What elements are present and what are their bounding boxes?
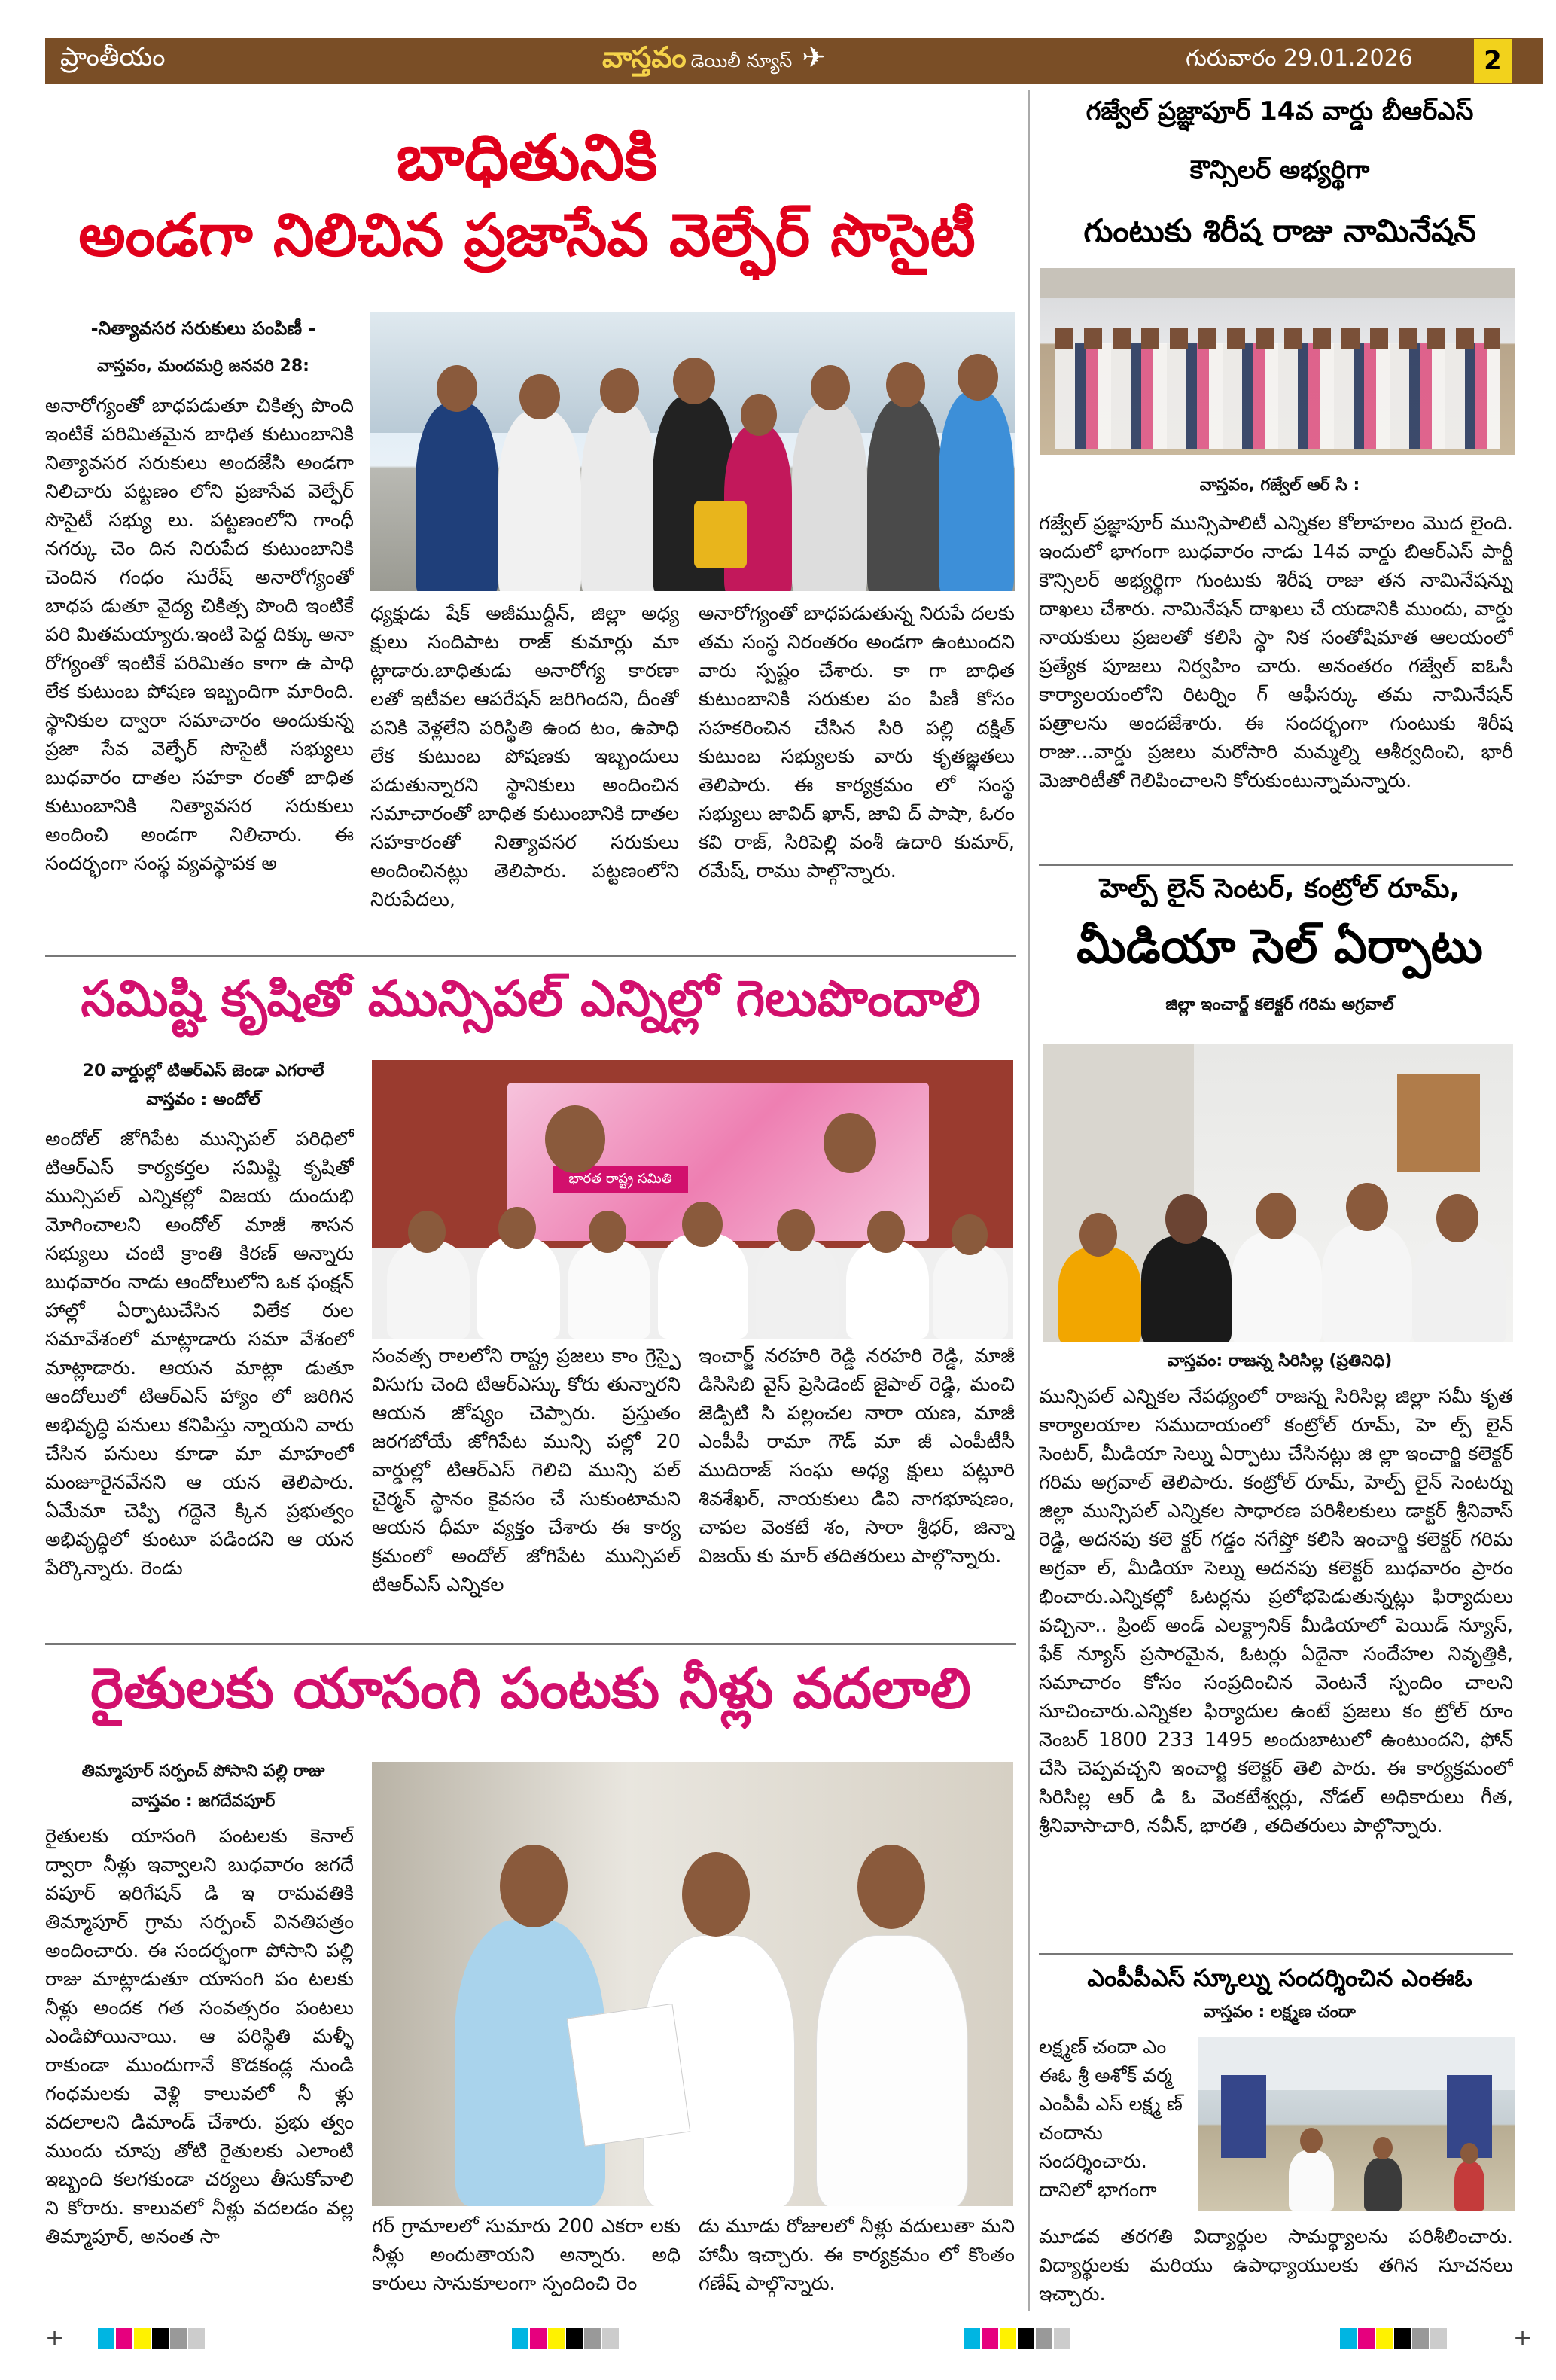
crosshair-icon: + xyxy=(45,2325,65,2351)
story3-photo xyxy=(372,1762,1013,2206)
newspaper-logo xyxy=(602,41,826,81)
column-separator xyxy=(1028,90,1030,2311)
divider xyxy=(45,1643,1016,1645)
story1-column3: అనారోగ్యంతో బాధపడుతున్న నిరుపే దలకు తమ సంస్థ నిరంతరం అండగా ఉంటుందని వారు స్పష్టం చేశారు. కా గా బాధిత కుటుంబానికి సరుకుల పం పిణీ కోసం సహకరించిన చేసిన సిరి పల్లి దక్షిత్ కుటుంబ సభ్యులకు వారు కృతజ్ఞతలు తెలిపారు. ఈ కార్యక్రమం లో సంస్థ సభ్యులు జావిద్ ఖాన్, జావి ద్ పాషా, ఓరం కవి రాజ్, సిరిపెల్లి వంశీ ఉదారి కుమార్, రమేష్, రాము పాల్గొన్నారు. xyxy=(699,602,1015,882)
story6-dateline: వాస్తవం : లక్ష్మణ చందా xyxy=(1204,2003,1356,2022)
story6-photo xyxy=(1198,2037,1515,2211)
story4-headline-line3: గుంటుకు శిరీష రాజు నామినేషన్ xyxy=(1083,212,1476,249)
story6-body: మూడవ తరగతి విద్యార్థుల సామర్థ్యాలను పరిశీలించారు. విద్యార్థులకు మరియు ఉపాధ్యాయులకు తగిన సూచనలు ఇచ్చారు. xyxy=(1039,2226,1513,2305)
story5-headline-line2: మీడియా సెల్ ఏర్పాటు xyxy=(1076,919,1483,974)
story2-dateline: వాస్తవం : అందోల్ xyxy=(146,1090,260,1109)
story6-headline: ఎంపీపీఎస్ స్కూల్ను సందర్శించిన ఎంఈఓ xyxy=(1087,1964,1472,1992)
story2-column3: ఇంచార్జ్ నరహరి రెడ్డి నరహరి రెడ్డి, మాజీ డిసిసిబి వైస్ ప్రెసిడెంట్ జైపాల్ రెడ్డి, మంచి జెడ్పిటి సి పల్లంచల నారా యణ, మాజీ ఎంపీపీ రామా గౌడ్ మా జీ ఎంపీటీసీ ముదిరాజ్ సంఘ అధ్య క్షులు పట్లూరి శివశేఖర్, నాయకులు డివి నాగభూషణం, చాపల వెంకటే శం, సారా శ్రీధర్, జిన్నా విజయ్ కు మార్ తదితరులు పాల్గొన్నారు. xyxy=(699,1345,1015,1568)
section-label: ప్రాంతీయం xyxy=(60,42,166,72)
story6-column1: లక్ష్మణ్ చందా ఎం ఈఓ శ్రీ అశోక్ వర్మ ఎంపీపీ ఎస్ లక్ష్మ ణ్ చందాను సందర్శించారు. దానిలో భాగంగా xyxy=(1039,2036,1183,2202)
story5-body: మున్సిపల్ ఎన్నికల నేపథ్యంలో రాజన్న సిరిసిల్ల జిల్లా సమీ కృత కార్యాలయాల సముదాయంలో కంట్రోల్ రూమ్, హె ల్ప్ లైన్ సెంటర్, మీడియా సెల్ను ఏర్పాటు చేసినట్లు జి ల్లా ఇంచార్జి కలెక్టర్ గరిమ అగ్రవాల్ తెలిపారు. కంట్రోల్ రూమ్, హెల్ప్ లైన్ సెంటర్ను జిల్లా మున్సిపల్ ఎన్నికల సాధారణ పరిశీలకులు డాక్టర్ శ్రీనివాస్ రెడ్డి, అదనపు కలె క్టర్ గడ్డం నగేష్తో కలిసి ఇంచార్జి కలెక్టర్ గరిమ అగ్రవా ల్, మీడియా సెల్ను అదనపు కలెక్టర్ బుధవారం ప్రారం భించారు.ఎన్నికల్లో ఓటర్లను ప్రలోభపెడుతున్నట్లు ఫిర్యాదులు వచ్చినా.. ప్రింట్ అండ్ ఎలక్ట్రానిక్ మీడియాలో పెయిడ్ న్యూస్, ఫేక్ న్యూస్ ప్రసారమైన, ఓటర్లు ఏదైనా సందేహల నివృత్తికి, సమాచారం కోసం సంప్రదించిన వెంటనే స్పందిం చాలని సూచించారు.ఎన్నికల ఫిర్యాదుల ఉంటే ప్రజలు కం ట్రోల్ రూం నెంబర్ 1800 233 1495 అందుబాటులో ఉంటుందని, ఫోన్ చేసి చెప్పవచ్చని ఇంచార్జి కలెక్టర్ తెలి పారు. ఈ కార్యక్రమంలో సిరిసిల్ల ఆర్ డి ఓ వెంకటేశ్వర్లు, నోడల్ అధికారులు గీత, శ్రీనివాసాచారి, నవీన్, భారతి , తదితరులు పాల్గొన్నారు. xyxy=(1039,1385,1513,1837)
story5-dateline: వాస్తవం: రాజన్న సిరిసిల్ల (ప్రతినిధి) xyxy=(1167,1352,1393,1370)
story5-photo xyxy=(1043,1044,1513,1342)
divider xyxy=(1039,1953,1513,1955)
story1-dateline: వాస్తవం, మందమర్రి జనవరి 28: xyxy=(97,357,309,376)
bird-icon: ✈ xyxy=(802,41,827,74)
color-registration-strip xyxy=(98,2328,206,2349)
issue-date: గురువారం 29.01.2026 xyxy=(1186,45,1413,72)
story2-kicker: 20 వార్డుల్లో టిఆర్ఎస్ జెండా ఎగరాలే xyxy=(82,1062,324,1080)
logo-text: వాస్తవం xyxy=(602,41,687,74)
story3-column1: రైతులకు యాసంగి పంటలకు కెనాల్ ద్వారా నీళ్లు ఇవ్వాలని బుధవారం జగదే వపూర్ ఇరిగేషన్ డి ఇ రామవతికి తిమ్మాపూర్ గ్రామ సర్పంచ్ వినతిపత్రం అందించారు. ఈ సందర్భంగా పోసాని పల్లి రాజు మాట్లాడుతూ యాసంగి పం టలకు నీళ్లు అందక గత సంవత్సరం పంటలు ఎండిపోయినాయి. ఆ పరిస్థితి మళ్ళీ రాకుండా ముందుగానే కొడకండ్ల నుండి గంధమలకు వెళ్లి కాలువలో నీ ళ్లు వదలాలని డిమాండ్ చేశారు. ప్రభు త్వం ముందు చూపు తోటి రైతులకు ఎలాంటి ఇబ్బంది కలగకుండా చర్యలు తీసుకోవాలి ని కోరారు. కాలువలో నీళ్లు వదలడం వల్ల తిమ్మాపూర్, అనంత సా xyxy=(45,1825,354,2248)
color-registration-strip xyxy=(1340,2328,1448,2349)
story1-photo xyxy=(370,312,1015,591)
story3-kicker: తిమ్మాపూర్ సర్పంచ్ పోసాని పల్లి రాజు xyxy=(81,1762,325,1781)
story4-headline-line1: గజ్వేల్ ప్రజ్ఞాపూర్ 14వ వార్డు బీఆర్ఎస్ xyxy=(1086,96,1474,126)
story3-column3: డు మూడు రోజులలో నీళ్లు వదులుతా మని హామీ ఇచ్చారు. ఈ కార్యక్రమం లో కొంతం గణేష్ పాల్గొన్నారు. xyxy=(699,2215,1015,2295)
story1-column1: అనారోగ్యంతో బాధపడుతూ చికిత్స పొంది ఇంటికే పరిమితమైన బాధిత కుటుంబానికి నిత్యావసర సరుకులు అందజేసి అండగా నిలిచారు పట్టణం లోని ప్రజాసేవ వెల్ఫేర్ సొసైటీ సభ్యు లు. పట్టణంలోని గాంధీ నగర్కు చెం దిన నిరుపేద కుటుంబానికి చెందిన గంధం సురేష్ అనారోగ్యంతో బాధప డుతూ వైద్య చికిత్స పొంది ఇంటికే పరి మితమయ్యారు.ఇంటి పెద్ద దిక్కు అనా రోగ్యంతో ఇంటికే పరిమితం కాగా ఉ పాధి లేక కుటుంబ పోషణ ఇబ్బందిగా మారింది. స్థానికుల ద్వారా సమాచారం అందుకున్న ప్రజా సేవ వెల్ఫేర్ సొసైటీ సభ్యులు బుధవారం దాతల సహకా రంతో బాధిత కుటుంబానికి నిత్యావసర సరుకులు అందించి అండగా నిలిచారు. ఈ సందర్భంగా సంస్థ వ్యవస్థాపక అ xyxy=(45,395,354,875)
story2-column2: సంవత్స రాలలోని రాష్ట్ర ప్రజలు కాం గ్రెస్పై విసుగు చెంది టిఆర్ఎస్కు కోరు తున్నారని ఆయన జోష్యం చెప్పారు. ప్రస్తుతం జరగబోయే జోగిపేట మున్సి పల్లో 20 వార్డుల్లో టిఆర్ఎస్ గెలిచి మున్సి పల్ చైర్మన్ స్థానం కైవసం చే సుకుంటామని ఆయన ధీమా వ్యక్తం చేశారు ఈ కార్య క్రమంలో అందోల్ జోగిపేట మున్సిపల్ టిఆర్ఎస్ ఎన్నికల xyxy=(372,1345,681,1596)
page-number: 2 xyxy=(1474,39,1512,83)
story3-column2: గర్ గ్రామాలలో సుమారు 200 ఎకరా లకు నీళ్లు అందుతాయని అన్నారు. అధి కారులు సానుకూలంగా స్పందించి రెం xyxy=(372,2215,681,2295)
story2-column1: అందోల్ జోగిపేట మున్సిపల్ పరిధిలో టిఆర్ఎస్ కార్యకర్తల సమిష్టి కృషితో మున్సిపల్ ఎన్నికల్లో విజయ దుందుభి మోగించాలని అందోల్ మాజీ శాసన సభ్యులు చంటి క్రాంతి కిరణ్ అన్నారు బుధవారం నాడు ఆందోలులోని ఒక ఫంక్షన్ హాల్లో ఏర్పాటుచేసిన విలేక రుల సమావేశంలో మాట్లాడారు సమా వేశంలో మాట్లాడారు. ఆయన మాట్లా డుతూ ఆందోలులో టిఆర్ఎస్ హ్యాం లో జరిగిన అభివృద్ధి పనులు కనిపిస్తు న్నాయని వారు చేసిన పనులు కూడా మా మాహంలో మంజూరైనవేనని ఆ యన తెలిపారు. ఏమేమా చెప్పి గద్దెనె క్కిన ప్రభుత్వం అభివృద్ధిలో కుంటూ పడిందని ఆ యన పేర్కొన్నారు. రెండు xyxy=(45,1128,354,1580)
story3-dateline: వాస్తవం : జగదేవపూర్ xyxy=(131,1792,276,1811)
logo-subtitle: డెయిలీ న్యూస్ xyxy=(690,50,793,72)
story1-headline-line2: అండగా నిలిచిన ప్రజాసేవ వెల్ఫేర్ సొసైటీ xyxy=(78,202,976,270)
story3-headline: రైతులకు యాసంగి పంటకు నీళ్లు వదలాలి xyxy=(90,1656,971,1721)
color-registration-strip xyxy=(964,2328,1072,2349)
story1-kicker: -నిత్యావసర సరుకులు పంపిణీ - xyxy=(90,318,316,339)
story5-headline-line1: హెల్ప్ లైన్ సెంటర్, కంట్రోల్ రూమ్, xyxy=(1099,873,1460,904)
story2-photo xyxy=(372,1060,1013,1339)
story2-headline: సమిష్టి కృషితో మున్సిపల్ ఎన్నిల్లో గెలుపొందాలి xyxy=(81,970,981,1028)
crosshair-icon: + xyxy=(1513,2325,1533,2351)
story1-headline-line1: బాధితునికి xyxy=(396,120,658,194)
story1-column2: ధ్యక్షుడు షేక్ అజీముద్దీన్, జిల్లా అధ్య క్షులు సందిపాట రాజ్ కుమార్లు మా ట్లాడారు.బాధితుడు అనారోగ్య కారణా లతో ఇటీవల ఆపరేషన్ జరిగిందని, దీంతో పనికి వెళ్లలేని పరిస్థితి ఉంద టం, ఉపాధి లేక కుటుంబ పోషణకు ఇబ్బందులు పడుతున్నారని స్థానికులు అందించిన సమాచారంతో బాధిత కుటుంబానికి దాతల సహకారంతో నిత్యావసర సరుకులు అందించినట్లు తెలిపారు. పట్టణంలోని నిరుపేదలు, xyxy=(370,602,679,911)
divider xyxy=(1039,864,1513,866)
story4-dateline: వాస్తవం, గజ్వేల్ ఆర్ సి : xyxy=(1199,476,1360,495)
color-registration-strip xyxy=(512,2328,620,2349)
party-banner-label: భారత రాష్ట్ర సమితి xyxy=(553,1166,688,1193)
story4-photo xyxy=(1040,268,1515,455)
divider xyxy=(45,955,1016,957)
story4-headline-line2: కౌన్సిలర్ అభ్యర్థిగా xyxy=(1189,155,1370,185)
story4-body: గజ్వేల్ ప్రజ్ఞాపూర్ మున్సిపాలిటీ ఎన్నికల కోలాహలం మొద లైంది. ఇందులో భాగంగా బుధవారం నాడు 14వ వార్డు బిఆర్ఎస్ పార్టీ కౌన్సిలర్ అభ్యర్థిగా గుంటుకు శిరీష రాజు తన నామినేషన్ను దాఖలు చేశారు. నామినేషన్ దాఖలు చే యడానికి ముందు, వార్డు నాయకులు ప్రజలతో కలిసి స్థా నిక సంతోషిమాత ఆలయంలో ప్రత్యేక పూజలు నిర్వహిం చారు. అనంతరం గజ్వేల్ ఐఓసీ కార్యాలయంలోని రిటర్నిం గ్ ఆఫీసర్కు తమ నామినేషన్ పత్రాలను అందజేశారు. ఈ సందర్భంగా గుంటుకు శిరీష రాజు...వార్డు ప్రజలు మరోసారి మమ్మల్ని ఆశీర్వదించి, భారీ మెజారిటీతో గెలిపించాలని కోరుకుంటున్నామన్నారు. xyxy=(1039,512,1513,792)
story5-kicker: జిల్లా ఇంచార్జ్ కలెక్టర్ గరిమ అగ్రవాల్ xyxy=(1165,995,1394,1014)
